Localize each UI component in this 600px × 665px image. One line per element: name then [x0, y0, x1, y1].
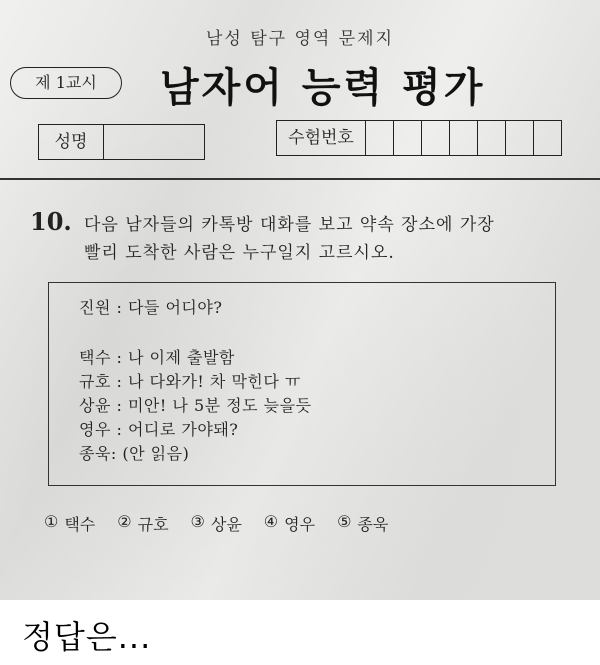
- choice-3[interactable]: [191, 512, 242, 535]
- question-text: [84, 211, 584, 267]
- choice-label: 영우: [284, 515, 316, 534]
- chat-dialog-box: [48, 282, 556, 486]
- choice-label: 규호: [137, 515, 169, 534]
- chat-line: 택수 : 나 이제 출발함: [79, 348, 235, 367]
- name-label: 성명: [39, 125, 104, 159]
- exam-number-cell: [422, 121, 450, 155]
- chat-line: 진원 : 다들 어디야?: [79, 298, 223, 317]
- question-text-line: 빨리 도착한 사람은 누구일지 고르시오.: [84, 243, 395, 263]
- chat-line: 종욱: (안 읽음): [79, 444, 190, 463]
- choice-mark: ①: [44, 512, 59, 531]
- exam-number-cell: [478, 121, 506, 155]
- exam-subtitle: 남성 탐구 영역 문제지: [205, 29, 394, 49]
- question-number: 10.: [30, 207, 72, 236]
- answer-choices: [44, 512, 388, 535]
- question-text-line: 다음 남자들의 카톡방 대화를 보고 약속 장소에 가장: [84, 215, 495, 235]
- exam-number-label: 수험번호: [277, 121, 366, 155]
- header-divider: [0, 178, 600, 180]
- choice-label: 종욱: [357, 515, 389, 534]
- choice-2[interactable]: [117, 512, 168, 535]
- name-value-cell: [104, 125, 204, 159]
- choice-mark: ④: [263, 512, 279, 531]
- exam-number-cell: [366, 121, 394, 155]
- exam-number-field: [276, 120, 562, 156]
- choice-mark: ⑤: [337, 512, 352, 531]
- period-badge: 제 1교시: [10, 67, 122, 99]
- exam-number-cell: [450, 121, 478, 155]
- choice-label: 상윤: [210, 515, 242, 534]
- exam-number-cell: [506, 121, 534, 155]
- choice-1[interactable]: [44, 512, 95, 535]
- choice-5[interactable]: [337, 512, 388, 535]
- chat-line: 상윤 : 미안! 나 5분 정도 늦을듯: [79, 396, 312, 415]
- exam-number-cell: [534, 121, 561, 155]
- choice-label: 택수: [64, 515, 96, 534]
- chat-line: 영우 : 어디로 가야돼?: [79, 420, 239, 439]
- choice-mark: ③: [190, 512, 205, 531]
- choice-mark: ②: [117, 512, 132, 531]
- exam-title: 남자어 능력 평가: [160, 65, 486, 111]
- choice-4[interactable]: [264, 512, 315, 535]
- exam-number-cell: [394, 121, 422, 155]
- chat-line: 규호 : 나 다와가! 차 막힌다 ㅠ: [79, 372, 301, 391]
- name-field: [38, 124, 205, 160]
- answer-caption: 정답은...: [22, 618, 152, 656]
